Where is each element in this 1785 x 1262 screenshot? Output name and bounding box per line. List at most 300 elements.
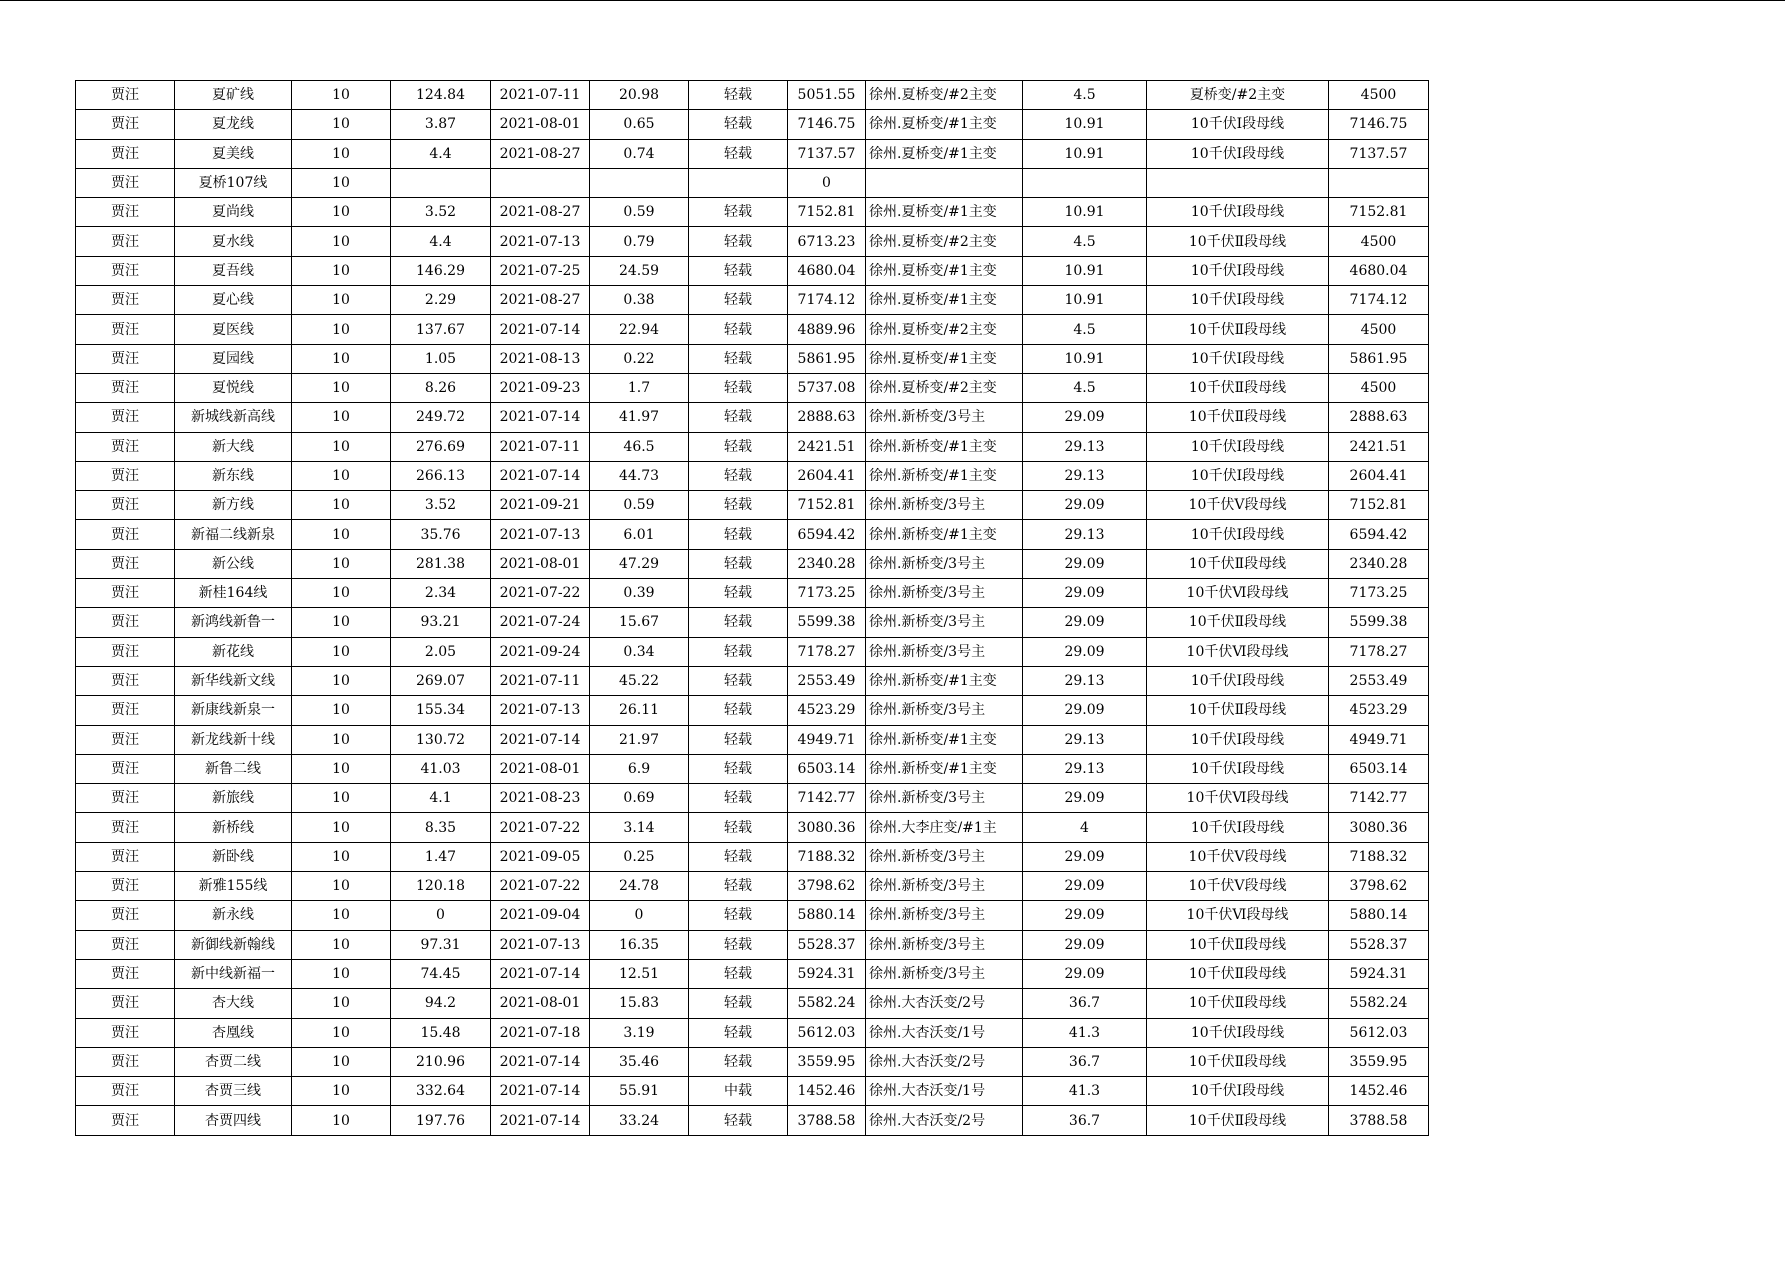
available-capacity-cell: 2340.28 xyxy=(788,549,866,578)
feeder-name-cell: 杏贾四线 xyxy=(175,1106,292,1135)
date-cell: 2021-07-14 xyxy=(491,403,590,432)
date-cell: 2021-07-13 xyxy=(491,227,590,256)
date-cell: 2021-07-13 xyxy=(491,696,590,725)
max-current-cell: 2.05 xyxy=(391,637,491,666)
table-row xyxy=(76,813,1429,842)
transformer-capacity-cell: 41.3 xyxy=(1023,1077,1147,1106)
voltage-cell: 10 xyxy=(292,315,391,344)
substation-transformer-cell: 徐州.新桥变/3号主 xyxy=(866,579,1023,608)
busbar-cell: 10千伏Ⅱ段母线 xyxy=(1147,315,1329,344)
date-cell xyxy=(491,168,590,197)
available-capacity-cell: 7152.81 xyxy=(788,491,866,520)
table-row xyxy=(76,666,1429,695)
load-status-cell: 轻载 xyxy=(689,579,788,608)
load-rate-cell xyxy=(590,168,689,197)
date-cell: 2021-07-14 xyxy=(491,461,590,490)
voltage-cell: 10 xyxy=(292,344,391,373)
load-status-cell: 轻载 xyxy=(689,930,788,959)
table-row xyxy=(76,227,1429,256)
voltage-cell: 10 xyxy=(292,754,391,783)
table-row xyxy=(76,930,1429,959)
load-status-cell: 轻载 xyxy=(689,842,788,871)
available-capacity-cell: 5612.03 xyxy=(788,1018,866,1047)
busbar-cell: 夏桥变/#2主变 xyxy=(1147,81,1329,110)
substation-transformer-cell: 徐州.夏桥变/#2主变 xyxy=(866,227,1023,256)
max-current-cell: 146.29 xyxy=(391,256,491,285)
load-status-cell: 轻载 xyxy=(689,81,788,110)
voltage-cell: 10 xyxy=(292,110,391,139)
available-capacity-cell: 5737.08 xyxy=(788,373,866,402)
table-row xyxy=(76,549,1429,578)
load-rate-cell: 0.25 xyxy=(590,842,689,871)
load-status-cell: 轻载 xyxy=(689,725,788,754)
available-capacity-cell: 4680.04 xyxy=(788,256,866,285)
feeder-name-cell: 夏矿线 xyxy=(175,81,292,110)
max-current-cell: 4.4 xyxy=(391,139,491,168)
max-current-cell: 332.64 xyxy=(391,1077,491,1106)
load-status-cell: 轻载 xyxy=(689,432,788,461)
district-cell: 贾汪 xyxy=(76,168,175,197)
transformer-capacity-cell: 36.7 xyxy=(1023,989,1147,1018)
capacity-cell: 2340.28 xyxy=(1329,549,1429,578)
table-row xyxy=(76,403,1429,432)
busbar-cell: 10千伏Ⅴ段母线 xyxy=(1147,491,1329,520)
substation-transformer-cell: 徐州.大杏沃变/1号 xyxy=(866,1018,1023,1047)
available-capacity-cell: 6713.23 xyxy=(788,227,866,256)
transformer-capacity-cell: 10.91 xyxy=(1023,344,1147,373)
feeder-load-table xyxy=(75,80,1429,1136)
voltage-cell: 10 xyxy=(292,491,391,520)
district-cell: 贾汪 xyxy=(76,1077,175,1106)
feeder-name-cell: 新旅线 xyxy=(175,784,292,813)
load-status-cell: 轻载 xyxy=(689,784,788,813)
feeder-name-cell: 新鸿线新鲁一 xyxy=(175,608,292,637)
max-current-cell: 3.52 xyxy=(391,198,491,227)
load-status-cell: 轻载 xyxy=(689,989,788,1018)
feeder-name-cell: 夏心线 xyxy=(175,286,292,315)
voltage-cell: 10 xyxy=(292,989,391,1018)
district-cell: 贾汪 xyxy=(76,432,175,461)
feeder-name-cell: 杏贾三线 xyxy=(175,1077,292,1106)
district-cell: 贾汪 xyxy=(76,666,175,695)
date-cell: 2021-09-24 xyxy=(491,637,590,666)
busbar-cell: 10千伏Ⅰ段母线 xyxy=(1147,110,1329,139)
transformer-capacity-cell: 4.5 xyxy=(1023,315,1147,344)
max-current-cell: 4.1 xyxy=(391,784,491,813)
load-rate-cell: 0.34 xyxy=(590,637,689,666)
transformer-capacity-cell: 10.91 xyxy=(1023,139,1147,168)
load-status-cell: 轻载 xyxy=(689,549,788,578)
max-current-cell: 124.84 xyxy=(391,81,491,110)
table-row xyxy=(76,989,1429,1018)
available-capacity-cell: 7178.27 xyxy=(788,637,866,666)
district-cell: 贾汪 xyxy=(76,696,175,725)
busbar-cell: 10千伏Ⅵ段母线 xyxy=(1147,637,1329,666)
available-capacity-cell: 5924.31 xyxy=(788,959,866,988)
voltage-cell: 10 xyxy=(292,666,391,695)
busbar-cell xyxy=(1147,168,1329,197)
load-status-cell: 轻载 xyxy=(689,110,788,139)
feeder-name-cell: 新桂164线 xyxy=(175,579,292,608)
district-cell: 贾汪 xyxy=(76,549,175,578)
voltage-cell: 10 xyxy=(292,930,391,959)
busbar-cell: 10千伏Ⅰ段母线 xyxy=(1147,520,1329,549)
voltage-cell: 10 xyxy=(292,579,391,608)
date-cell: 2021-07-18 xyxy=(491,1018,590,1047)
voltage-cell: 10 xyxy=(292,549,391,578)
transformer-capacity-cell: 4.5 xyxy=(1023,373,1147,402)
transformer-capacity-cell: 29.09 xyxy=(1023,872,1147,901)
available-capacity-cell: 1452.46 xyxy=(788,1077,866,1106)
load-rate-cell: 0 xyxy=(590,901,689,930)
load-rate-cell: 47.29 xyxy=(590,549,689,578)
district-cell: 贾汪 xyxy=(76,403,175,432)
load-rate-cell: 0.65 xyxy=(590,110,689,139)
feeder-name-cell: 夏水线 xyxy=(175,227,292,256)
load-rate-cell: 6.9 xyxy=(590,754,689,783)
load-rate-cell: 3.19 xyxy=(590,1018,689,1047)
table-row xyxy=(76,696,1429,725)
max-current-cell: 15.48 xyxy=(391,1018,491,1047)
busbar-cell: 10千伏Ⅰ段母线 xyxy=(1147,725,1329,754)
date-cell: 2021-07-14 xyxy=(491,1106,590,1135)
transformer-capacity-cell: 4 xyxy=(1023,813,1147,842)
district-cell: 贾汪 xyxy=(76,842,175,871)
table-body xyxy=(76,81,1429,1136)
voltage-cell: 10 xyxy=(292,637,391,666)
transformer-capacity-cell: 29.09 xyxy=(1023,930,1147,959)
table-row xyxy=(76,520,1429,549)
capacity-cell: 5880.14 xyxy=(1329,901,1429,930)
load-status-cell: 轻载 xyxy=(689,813,788,842)
voltage-cell: 10 xyxy=(292,725,391,754)
feeder-name-cell: 夏医线 xyxy=(175,315,292,344)
substation-transformer-cell: 徐州.大杏沃变/2号 xyxy=(866,1106,1023,1135)
transformer-capacity-cell: 29.09 xyxy=(1023,491,1147,520)
max-current-cell: 41.03 xyxy=(391,754,491,783)
busbar-cell: 10千伏Ⅴ段母线 xyxy=(1147,842,1329,871)
load-status-cell: 轻载 xyxy=(689,198,788,227)
busbar-cell: 10千伏Ⅰ段母线 xyxy=(1147,754,1329,783)
load-status-cell: 轻载 xyxy=(689,520,788,549)
substation-transformer-cell: 徐州.新桥变/3号主 xyxy=(866,901,1023,930)
voltage-cell: 10 xyxy=(292,461,391,490)
load-rate-cell: 33.24 xyxy=(590,1106,689,1135)
max-current-cell: 93.21 xyxy=(391,608,491,637)
max-current-cell: 3.52 xyxy=(391,491,491,520)
busbar-cell: 10千伏Ⅱ段母线 xyxy=(1147,959,1329,988)
feeder-name-cell: 杏凰线 xyxy=(175,1018,292,1047)
load-status-cell: 轻载 xyxy=(689,959,788,988)
transformer-capacity-cell: 29.13 xyxy=(1023,520,1147,549)
load-rate-cell: 35.46 xyxy=(590,1047,689,1076)
capacity-cell: 4500 xyxy=(1329,81,1429,110)
table-row xyxy=(76,315,1429,344)
transformer-capacity-cell: 4.5 xyxy=(1023,81,1147,110)
load-rate-cell: 12.51 xyxy=(590,959,689,988)
load-rate-cell: 41.97 xyxy=(590,403,689,432)
date-cell: 2021-07-24 xyxy=(491,608,590,637)
load-status-cell: 轻载 xyxy=(689,315,788,344)
district-cell: 贾汪 xyxy=(76,344,175,373)
substation-transformer-cell: 徐州.新桥变/#1主变 xyxy=(866,432,1023,461)
feeder-name-cell: 夏美线 xyxy=(175,139,292,168)
busbar-cell: 10千伏Ⅱ段母线 xyxy=(1147,227,1329,256)
voltage-cell: 10 xyxy=(292,139,391,168)
feeder-name-cell: 夏桥107线 xyxy=(175,168,292,197)
available-capacity-cell: 4889.96 xyxy=(788,315,866,344)
load-status-cell: 轻载 xyxy=(689,872,788,901)
feeder-name-cell: 新卧线 xyxy=(175,842,292,871)
date-cell: 2021-07-11 xyxy=(491,81,590,110)
district-cell: 贾汪 xyxy=(76,813,175,842)
district-cell: 贾汪 xyxy=(76,637,175,666)
date-cell: 2021-08-01 xyxy=(491,110,590,139)
busbar-cell: 10千伏Ⅰ段母线 xyxy=(1147,344,1329,373)
available-capacity-cell: 4949.71 xyxy=(788,725,866,754)
load-status-cell: 轻载 xyxy=(689,461,788,490)
substation-transformer-cell: 徐州.夏桥变/#2主变 xyxy=(866,81,1023,110)
max-current-cell: 281.38 xyxy=(391,549,491,578)
capacity-cell: 3788.58 xyxy=(1329,1106,1429,1135)
date-cell: 2021-08-13 xyxy=(491,344,590,373)
capacity-cell: 7146.75 xyxy=(1329,110,1429,139)
substation-transformer-cell: 徐州.大杏沃变/1号 xyxy=(866,1077,1023,1106)
date-cell: 2021-09-05 xyxy=(491,842,590,871)
transformer-capacity-cell: 29.13 xyxy=(1023,666,1147,695)
load-rate-cell: 0.69 xyxy=(590,784,689,813)
load-rate-cell: 21.97 xyxy=(590,725,689,754)
feeder-name-cell: 夏吾线 xyxy=(175,256,292,285)
district-cell: 贾汪 xyxy=(76,198,175,227)
voltage-cell: 10 xyxy=(292,520,391,549)
busbar-cell: 10千伏Ⅵ段母线 xyxy=(1147,784,1329,813)
available-capacity-cell: 5861.95 xyxy=(788,344,866,373)
substation-transformer-cell: 徐州.新桥变/3号主 xyxy=(866,959,1023,988)
table-row xyxy=(76,373,1429,402)
available-capacity-cell: 5528.37 xyxy=(788,930,866,959)
feeder-name-cell: 新中线新福一 xyxy=(175,959,292,988)
district-cell: 贾汪 xyxy=(76,139,175,168)
load-rate-cell: 0.59 xyxy=(590,198,689,227)
feeder-name-cell: 夏龙线 xyxy=(175,110,292,139)
district-cell: 贾汪 xyxy=(76,989,175,1018)
busbar-cell: 10千伏Ⅰ段母线 xyxy=(1147,198,1329,227)
max-current-cell: 1.47 xyxy=(391,842,491,871)
transformer-capacity-cell: 36.7 xyxy=(1023,1106,1147,1135)
table-row xyxy=(76,256,1429,285)
substation-transformer-cell: 徐州.新桥变/#1主变 xyxy=(866,461,1023,490)
busbar-cell: 10千伏Ⅱ段母线 xyxy=(1147,403,1329,432)
busbar-cell: 10千伏Ⅰ段母线 xyxy=(1147,432,1329,461)
table-row xyxy=(76,461,1429,490)
district-cell: 贾汪 xyxy=(76,491,175,520)
capacity-cell: 2604.41 xyxy=(1329,461,1429,490)
substation-transformer-cell: 徐州.新桥变/3号主 xyxy=(866,608,1023,637)
substation-transformer-cell: 徐州.新桥变/3号主 xyxy=(866,403,1023,432)
load-status-cell: 轻载 xyxy=(689,666,788,695)
available-capacity-cell: 2604.41 xyxy=(788,461,866,490)
available-capacity-cell: 7188.32 xyxy=(788,842,866,871)
load-rate-cell: 3.14 xyxy=(590,813,689,842)
date-cell: 2021-08-27 xyxy=(491,139,590,168)
voltage-cell: 10 xyxy=(292,959,391,988)
load-rate-cell: 0.39 xyxy=(590,579,689,608)
district-cell: 贾汪 xyxy=(76,1106,175,1135)
max-current-cell: 8.26 xyxy=(391,373,491,402)
substation-transformer-cell: 徐州.大李庄变/#1主 xyxy=(866,813,1023,842)
table-row xyxy=(76,579,1429,608)
transformer-capacity-cell: 4.5 xyxy=(1023,227,1147,256)
table-row xyxy=(76,198,1429,227)
load-rate-cell: 0.22 xyxy=(590,344,689,373)
available-capacity-cell: 2553.49 xyxy=(788,666,866,695)
date-cell: 2021-08-01 xyxy=(491,989,590,1018)
substation-transformer-cell: 徐州.夏桥变/#1主变 xyxy=(866,198,1023,227)
substation-transformer-cell: 徐州.夏桥变/#2主变 xyxy=(866,373,1023,402)
capacity-cell: 3798.62 xyxy=(1329,872,1429,901)
max-current-cell: 210.96 xyxy=(391,1047,491,1076)
feeder-name-cell: 新东线 xyxy=(175,461,292,490)
capacity-cell: 7174.12 xyxy=(1329,286,1429,315)
capacity-cell: 2888.63 xyxy=(1329,403,1429,432)
feeder-name-cell: 新公线 xyxy=(175,549,292,578)
feeder-name-cell: 新鲁二线 xyxy=(175,754,292,783)
max-current-cell: 0 xyxy=(391,901,491,930)
table-row xyxy=(76,286,1429,315)
transformer-capacity-cell: 41.3 xyxy=(1023,1018,1147,1047)
max-current-cell: 266.13 xyxy=(391,461,491,490)
available-capacity-cell: 0 xyxy=(788,168,866,197)
load-status-cell: 轻载 xyxy=(689,901,788,930)
substation-transformer-cell: 徐州.夏桥变/#1主变 xyxy=(866,344,1023,373)
load-status-cell: 轻载 xyxy=(689,1106,788,1135)
feeder-name-cell: 夏悦线 xyxy=(175,373,292,402)
max-current-cell: 120.18 xyxy=(391,872,491,901)
busbar-cell: 10千伏Ⅰ段母线 xyxy=(1147,813,1329,842)
page-top-rule xyxy=(0,0,1785,1)
available-capacity-cell: 5051.55 xyxy=(788,81,866,110)
table-row xyxy=(76,139,1429,168)
date-cell: 2021-08-23 xyxy=(491,784,590,813)
table-row xyxy=(76,1106,1429,1135)
date-cell: 2021-07-11 xyxy=(491,666,590,695)
capacity-cell: 4680.04 xyxy=(1329,256,1429,285)
date-cell: 2021-07-25 xyxy=(491,256,590,285)
load-rate-cell: 44.73 xyxy=(590,461,689,490)
load-status-cell: 轻载 xyxy=(689,286,788,315)
district-cell: 贾汪 xyxy=(76,110,175,139)
district-cell: 贾汪 xyxy=(76,784,175,813)
load-rate-cell: 16.35 xyxy=(590,930,689,959)
capacity-cell xyxy=(1329,168,1429,197)
transformer-capacity-cell: 29.13 xyxy=(1023,432,1147,461)
busbar-cell: 10千伏Ⅵ段母线 xyxy=(1147,579,1329,608)
capacity-cell: 7178.27 xyxy=(1329,637,1429,666)
transformer-capacity-cell: 29.13 xyxy=(1023,461,1147,490)
date-cell: 2021-07-13 xyxy=(491,520,590,549)
substation-transformer-cell: 徐州.新桥变/3号主 xyxy=(866,696,1023,725)
load-status-cell xyxy=(689,168,788,197)
table-row xyxy=(76,344,1429,373)
available-capacity-cell: 5880.14 xyxy=(788,901,866,930)
voltage-cell: 10 xyxy=(292,1077,391,1106)
feeder-name-cell: 新城线新高线 xyxy=(175,403,292,432)
substation-transformer-cell: 徐州.夏桥变/#1主变 xyxy=(866,110,1023,139)
busbar-cell: 10千伏Ⅴ段母线 xyxy=(1147,872,1329,901)
substation-transformer-cell: 徐州.新桥变/3号主 xyxy=(866,930,1023,959)
max-current-cell: 4.4 xyxy=(391,227,491,256)
date-cell: 2021-07-11 xyxy=(491,432,590,461)
load-status-cell: 轻载 xyxy=(689,637,788,666)
district-cell: 贾汪 xyxy=(76,81,175,110)
substation-transformer-cell: 徐州.夏桥变/#1主变 xyxy=(866,256,1023,285)
date-cell: 2021-09-04 xyxy=(491,901,590,930)
load-status-cell: 轻载 xyxy=(689,754,788,783)
table-row xyxy=(76,491,1429,520)
available-capacity-cell: 5599.38 xyxy=(788,608,866,637)
feeder-name-cell: 新永线 xyxy=(175,901,292,930)
voltage-cell: 10 xyxy=(292,198,391,227)
transformer-capacity-cell: 29.09 xyxy=(1023,549,1147,578)
date-cell: 2021-07-14 xyxy=(491,725,590,754)
max-current-cell: 2.34 xyxy=(391,579,491,608)
feeder-name-cell: 杏贾二线 xyxy=(175,1047,292,1076)
table-row xyxy=(76,754,1429,783)
voltage-cell: 10 xyxy=(292,1018,391,1047)
max-current-cell: 155.34 xyxy=(391,696,491,725)
voltage-cell: 10 xyxy=(292,286,391,315)
district-cell: 贾汪 xyxy=(76,286,175,315)
busbar-cell: 10千伏Ⅱ段母线 xyxy=(1147,696,1329,725)
capacity-cell: 4949.71 xyxy=(1329,725,1429,754)
district-cell: 贾汪 xyxy=(76,256,175,285)
table-row xyxy=(76,110,1429,139)
load-rate-cell: 24.78 xyxy=(590,872,689,901)
substation-transformer-cell: 徐州.新桥变/3号主 xyxy=(866,784,1023,813)
transformer-capacity-cell: 29.09 xyxy=(1023,959,1147,988)
max-current-cell: 8.35 xyxy=(391,813,491,842)
load-status-cell: 轻载 xyxy=(689,344,788,373)
available-capacity-cell: 4523.29 xyxy=(788,696,866,725)
substation-transformer-cell: 徐州.新桥变/#1主变 xyxy=(866,520,1023,549)
available-capacity-cell: 2888.63 xyxy=(788,403,866,432)
available-capacity-cell: 6503.14 xyxy=(788,754,866,783)
busbar-cell: 10千伏Ⅰ段母线 xyxy=(1147,461,1329,490)
transformer-capacity-cell: 10.91 xyxy=(1023,198,1147,227)
available-capacity-cell: 7152.81 xyxy=(788,198,866,227)
max-current-cell: 197.76 xyxy=(391,1106,491,1135)
table-row xyxy=(76,901,1429,930)
district-cell: 贾汪 xyxy=(76,725,175,754)
substation-transformer-cell: 徐州.大杏沃变/2号 xyxy=(866,989,1023,1018)
voltage-cell: 10 xyxy=(292,168,391,197)
load-status-cell: 轻载 xyxy=(689,1047,788,1076)
table-row xyxy=(76,959,1429,988)
table-row xyxy=(76,872,1429,901)
feeder-name-cell: 新雅155线 xyxy=(175,872,292,901)
load-status-cell: 轻载 xyxy=(689,139,788,168)
table-row xyxy=(76,1077,1429,1106)
date-cell: 2021-07-14 xyxy=(491,1077,590,1106)
capacity-cell: 5528.37 xyxy=(1329,930,1429,959)
max-current-cell xyxy=(391,168,491,197)
date-cell: 2021-07-13 xyxy=(491,930,590,959)
transformer-capacity-cell: 29.09 xyxy=(1023,784,1147,813)
capacity-cell: 5924.31 xyxy=(1329,959,1429,988)
load-rate-cell: 22.94 xyxy=(590,315,689,344)
table-row xyxy=(76,842,1429,871)
